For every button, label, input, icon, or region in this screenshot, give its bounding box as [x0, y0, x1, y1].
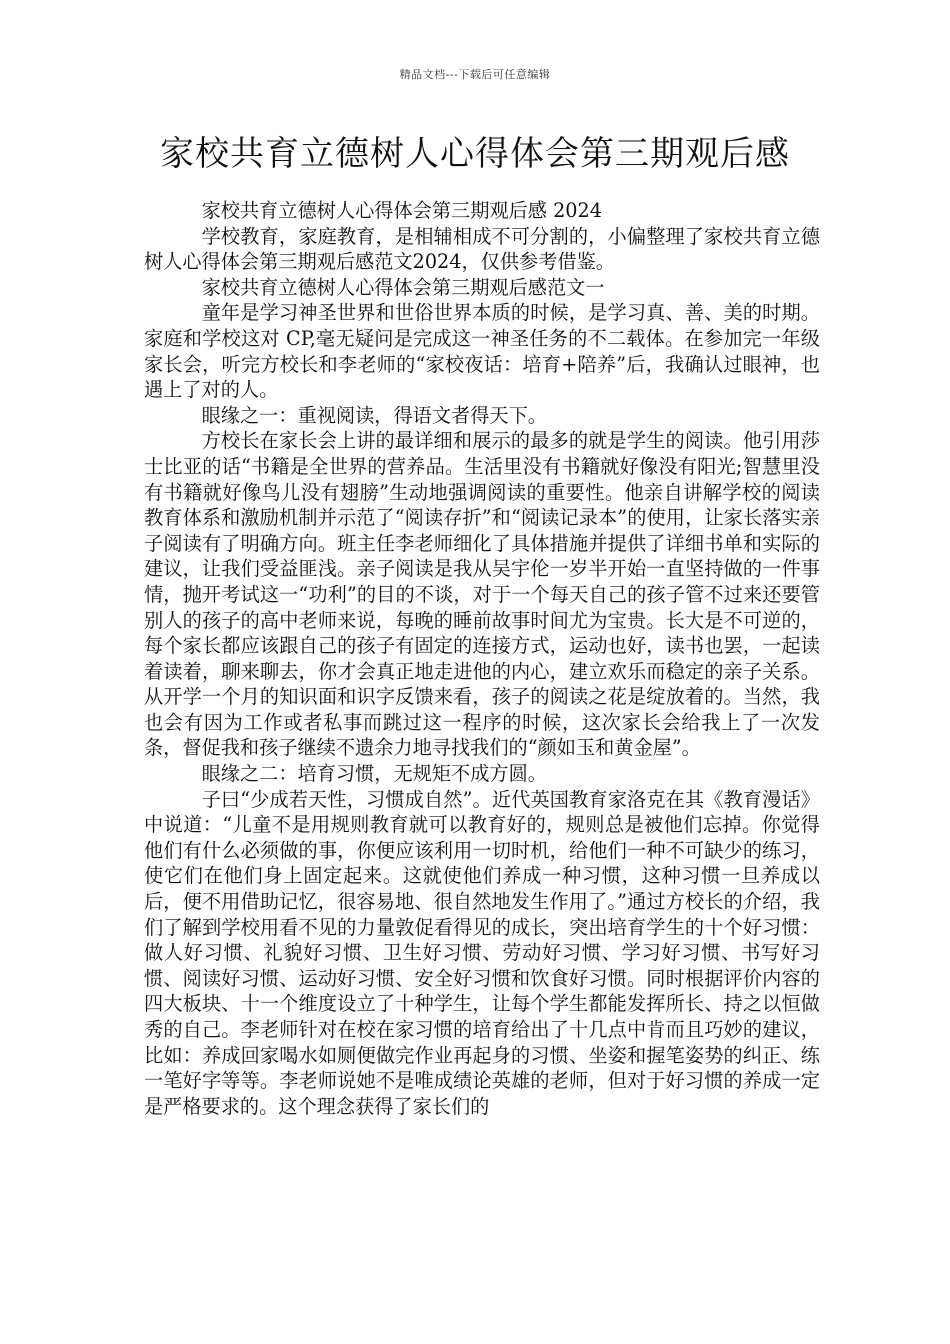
body-paragraph: 子曰“少成若天性，习惯成自然”。近代英国教育家洛克在其《教育漫话》中说道：“儿童不是用规则教育就可以教育好的，规则总是被他们忘掉。你觉得他们有什么必须做的事，你便应该利用一切时机，给他们一种不可缺少的练习，使它们在他们身上固定起来。这就使他们养成一种习惯，这种习惯一旦养成以后，便不用借助记忆，很容易地、很自然地发生作用了。”通过方校长的介绍，我们了解到学校用看不见的力量敦促看得见的成长，突出培育学生的十个好习惯：做人好习惯、礼貌好习惯、卫生好习惯、劳动好习惯、学习好习惯、书写好习惯、阅读好习惯、运动好习惯、安全好习惯和饮食好习惯。同时根据评价内容的四大板块、十一个维度设立了十种学生，让每个学生都能发挥所长、持之以恒做秀的自己。李老师针对在校在家习惯的培育给出了十几点中肯而且巧妙的建议，比如：养成回家喝水如厕便做完作业再起身的习惯、坐姿和握笔姿势的纠正、练一笔好字等等。李老师说她不是唯成绩论英雄的老师，但对于好习惯的养成一定是严格要求的。这个理念获得了家长们的	[144, 787, 820, 1118]
subtitle-line: 家校共育立德树人心得体会第三期观后感 2024	[201, 199, 602, 222]
section-heading: 家校共育立德树人心得体会第三期观后感范文一	[201, 275, 605, 299]
intro-paragraph: 学校教育，家庭教育，是相辅相成不可分割的，小偏整理了家校共育立德树人心得体会第三期观后感范文2024，仅供参考借鉴。	[144, 224, 820, 274]
point-heading-1: 眼缘之一：重视阅读，得语文者得天下。	[201, 403, 547, 427]
document-title: 家校共育立德树人心得体会第三期观后感	[160, 134, 790, 174]
point-heading-2: 眼缘之二：培育习惯，无规矩不成方圆。	[201, 762, 547, 786]
body-paragraph: 童年是学习神圣世界和世俗世界本质的时候，是学习真、善、美的时期。家庭和学校这对 CP,毫无疑问是完成这一神圣任务的不二载体。在参加完一年级家长会，听完方校长和李老师的“家校夜话：培育+陪养”后，我确认过眼神，也遇上了对的人。	[144, 301, 820, 402]
document-body	[144, 198, 820, 1119]
body-paragraph: 方校长在家长会上讲的最详细和展示的最多的就是学生的阅读。他引用莎士比亚的话“书籍是全世界的营养品。生活里没有书籍就好像没有阳光;智慧里没有书籍就好像鸟儿没有翅膀”生动地强调阅读的重要性。他亲自讲解学校的阅读教育体系和激励机制并示范了“阅读存折”和“阅读记录本”的使用，让家长落实亲子阅读有了明确方向。班主任李老师细化了具体措施并提供了详细书单和实际的建议，让我们受益匪浅。亲子阅读是我从吴宇伦一岁半开始一直坚持做的一件事情，抛开考试这一“功利”的目的不谈，对于一个每天自己的孩子管不过来还要管别人的孩子的高中老师来说，每晚的睡前故事时间尤为宝贵。长大是不可逆的，每个家长都应该跟自己的孩子有固定的连接方式，运动也好，读书也罢，一起读着读着，聊来聊去，你才会真正地走进他的内心，建立欢乐而稳定的亲子关系。从开学一个月的知识面和识字反馈来看，孩子的阅读之花是绽放着的。当然，我也会有因为工作或者私事而跳过这一程序的时候，这次家长会给我上了一次发条，督促我和孩子继续不遗余力地寻找我们的“颜如玉和黄金屋”。	[144, 429, 820, 760]
header-note: 精品文档---下载后可任意编辑	[399, 68, 551, 81]
